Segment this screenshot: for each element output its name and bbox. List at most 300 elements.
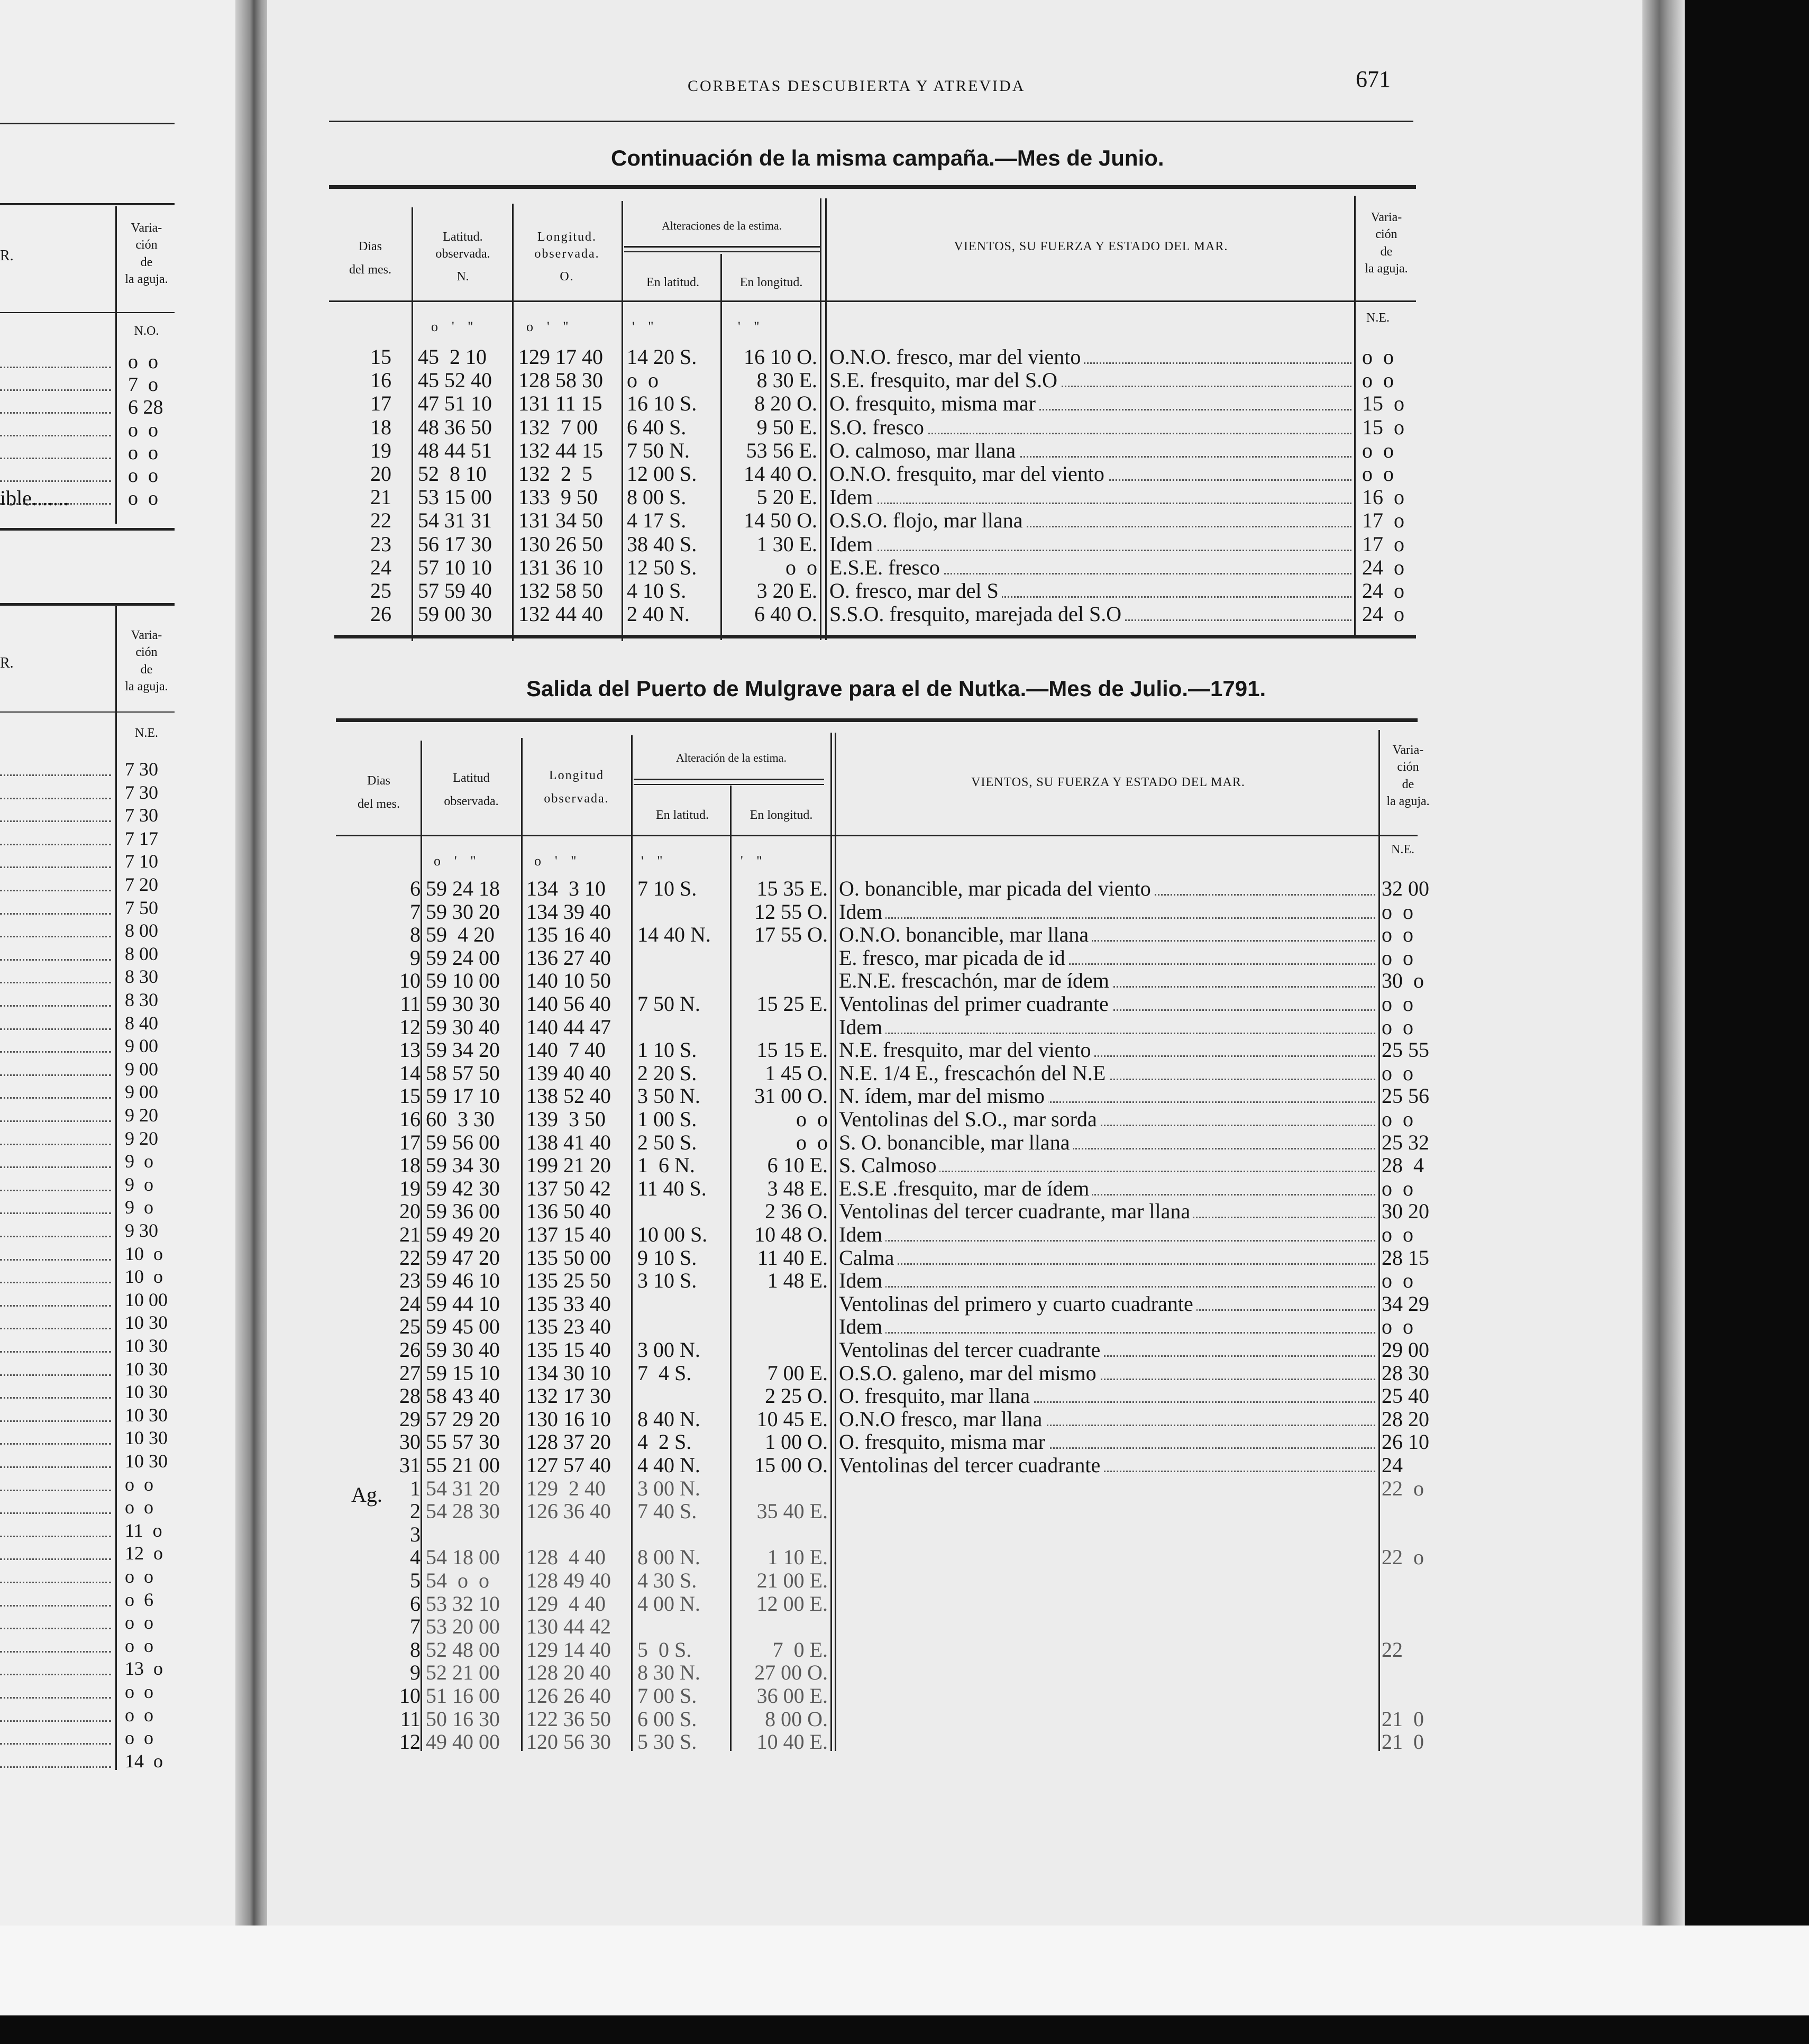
- column-rule: [115, 606, 117, 1770]
- table1-variation: 17 o: [1362, 508, 1404, 533]
- table2-day: 29: [399, 1407, 421, 1431]
- table2-day: 18: [399, 1153, 421, 1178]
- table2-lat: 59 36 00: [426, 1199, 500, 1224]
- table1-wind: O. fresquito, misma mar: [829, 393, 1039, 414]
- dot-leader: [0, 1236, 111, 1237]
- table2-lon: 138 41 40: [526, 1130, 611, 1154]
- table1-variation: 17 o: [1362, 532, 1404, 556]
- table1-alter-lat: 12 50 S.: [627, 555, 697, 579]
- table2-alter-lon: 36 00 E.: [756, 1684, 828, 1708]
- page-number: 671: [1356, 66, 1391, 92]
- rule: [0, 528, 175, 531]
- table1-wind: S.E. fresquito, mar del S.O: [829, 370, 1061, 391]
- table2-variation: 30 20: [1382, 1199, 1429, 1224]
- left-var-value: o o: [128, 442, 158, 464]
- table2-variation: 29 00: [1382, 1338, 1429, 1362]
- table1-wind: O. calmoso, mar llana: [829, 440, 1019, 461]
- table2-lon: 120 56 30: [526, 1730, 611, 1754]
- dot-leader: [0, 1097, 111, 1099]
- table1-day: 23: [370, 532, 391, 556]
- table1-alter-lon: 14 40 O.: [744, 462, 817, 486]
- table2-alter-lon: 12 55 O.: [754, 899, 828, 924]
- table2-day: 9: [410, 945, 421, 970]
- table1-lon-units: o ' '': [526, 319, 569, 334]
- table2-alter-lon: 2 25 O.: [765, 1384, 828, 1408]
- table1-alter-lon: 8 20 O.: [754, 391, 817, 416]
- table2-alter-lon: 15 35 E.: [756, 877, 828, 900]
- table1-variation: 15 o: [1362, 415, 1404, 439]
- table2-day: 6: [410, 877, 421, 900]
- table2-alter-lat: 8 00 N.: [637, 1545, 700, 1570]
- left-var-value: 9 20: [125, 1105, 158, 1126]
- table2-alter-lat: 2 50 S.: [637, 1130, 697, 1154]
- table1-alter-lat: o o: [627, 368, 659, 393]
- column-rule: [820, 198, 821, 640]
- table2-alter-lon: o o: [796, 1107, 828, 1131]
- left-var-value: 7 o: [128, 373, 158, 396]
- table2-wind: Idem: [839, 1224, 885, 1245]
- table2-day: 26: [399, 1338, 421, 1362]
- table2-alter-lon: 1 48 E.: [767, 1269, 828, 1293]
- dot-leader: [0, 1144, 111, 1145]
- dot-leader: [841, 1286, 1375, 1288]
- rule: [0, 203, 175, 205]
- scan-margin: [0, 1926, 1809, 2015]
- table2-lat: 58 43 40: [426, 1384, 500, 1408]
- table1-alter-lat: 16 10 S.: [627, 391, 697, 416]
- left-var-value: 13 o: [125, 1658, 163, 1680]
- table2-wind: N. ídem, mar del mismo: [839, 1085, 1048, 1107]
- table2-lon: 136 50 40: [526, 1199, 611, 1224]
- left-var-value: 8 00: [125, 943, 158, 964]
- table2-variation: 25 55: [1382, 1038, 1429, 1062]
- table2-alter-rule: [634, 784, 824, 785]
- table2-variation: o o: [1382, 1315, 1413, 1339]
- table2-lat: 59 34 30: [426, 1153, 500, 1178]
- table2-lat: 59 30 30: [426, 992, 500, 1016]
- dot-leader: [841, 1240, 1375, 1242]
- table2-variation: 25 40: [1382, 1384, 1429, 1408]
- table1-header-rule: [329, 300, 1416, 302]
- table1-alter-lat: 2 40 N.: [627, 602, 690, 626]
- table2-lat: 59 45 00: [426, 1315, 500, 1339]
- table2-alter-lat: 4 40 N.: [637, 1453, 700, 1477]
- table2-lon: 137 15 40: [526, 1222, 611, 1246]
- table1-alter-rule: [624, 246, 820, 248]
- table1-variation: o o: [1362, 462, 1394, 486]
- left-var-value: o o: [125, 1681, 153, 1702]
- rule: [0, 711, 175, 713]
- table2-variation: 28 30: [1382, 1361, 1429, 1385]
- table2-lon: 139 3 50: [526, 1107, 606, 1131]
- table1-day: 17: [370, 391, 391, 416]
- table2-wind: O. fresquito, misma mar: [839, 1431, 1048, 1453]
- table1-wind: O.N.O. fresquito, mar del viento: [829, 463, 1108, 485]
- table1-lon: 132 2 5: [518, 462, 592, 486]
- table1-title: Continuación de la misma campaña.—Mes de Junio.: [611, 145, 1164, 170]
- table1-lon: 133 9 50: [518, 485, 598, 509]
- left-var-value: 7 20: [125, 874, 158, 895]
- table1-alter-header: Alteraciones de la estima.: [661, 219, 782, 232]
- table2-alter-lat: 7 10 S.: [637, 877, 697, 900]
- table2-wind: Ventolinas del tercer cuadrante: [839, 1455, 1103, 1476]
- table2-lon: 128 20 40: [526, 1660, 611, 1685]
- table2-lon: 136 27 40: [526, 945, 611, 970]
- table2-alter-lat: 8 40 N.: [637, 1407, 700, 1431]
- running-head: CORBETAS DESCUBIERTA Y ATREVIDA: [688, 77, 1026, 95]
- table2-alter-lat: 7 4 S.: [637, 1361, 692, 1385]
- left-var-value: o 6: [125, 1589, 153, 1610]
- left-r-letter: R.: [0, 248, 14, 264]
- table2-wind: Ventolinas del tercer cuadrante: [839, 1339, 1103, 1361]
- left-var-value: 10 30: [125, 1358, 168, 1380]
- dot-leader: [0, 389, 111, 391]
- left-var-value: o o: [128, 351, 158, 373]
- dot-leader: [0, 1328, 111, 1329]
- table1-lat: 45 2 10: [418, 345, 487, 369]
- table2-alter-lat: 3 00 N.: [637, 1476, 700, 1500]
- table1-wind: S.S.O. fresquito, marejada del S.O: [829, 604, 1125, 625]
- table2-day: 19: [399, 1176, 421, 1200]
- column-rule: [115, 206, 117, 524]
- table2-lat: 59 34 20: [426, 1038, 500, 1062]
- table1-lon: 129 17 40: [518, 345, 603, 369]
- table1-day: 26: [370, 602, 391, 626]
- column-rule: [825, 198, 827, 640]
- table2-day: 23: [399, 1269, 421, 1293]
- column-rule: [521, 738, 523, 1751]
- left-var-value: 10 o: [125, 1243, 163, 1264]
- left-r-letter: R.: [0, 655, 14, 671]
- table2-alter-lat: 3 50 N.: [637, 1084, 700, 1108]
- table2-variation: 25 32: [1382, 1130, 1429, 1154]
- table2-alter-header: Alteración de la estima.: [676, 751, 787, 764]
- left-var-header-top: Varia- ción de la aguja.: [125, 221, 168, 287]
- table2-lat: 54 18 00: [426, 1545, 500, 1570]
- table2-day: 12: [399, 1730, 421, 1754]
- dot-leader: [0, 1766, 111, 1768]
- dot-leader: [0, 1282, 111, 1283]
- table1-alter-lat: 7 50 N.: [627, 438, 690, 462]
- table1-alter-lat: 4 17 S.: [627, 508, 687, 533]
- table2-variation: 28 4: [1382, 1153, 1424, 1178]
- left-var-value: 11 o: [125, 1519, 162, 1541]
- left-var-value: 10 30: [125, 1335, 168, 1356]
- table2-alter-lat: 1 6 N.: [637, 1153, 695, 1178]
- table2-day: 15: [399, 1084, 421, 1108]
- table1-lon-header: Longitud. observada. O.: [534, 230, 600, 284]
- table1-day: 18: [370, 415, 391, 439]
- table1-top-rule: [329, 185, 1416, 189]
- dot-leader: [0, 367, 111, 368]
- left-var-value: 9 00: [125, 1058, 158, 1080]
- table2-day: 7: [410, 899, 421, 924]
- dot-leader: [0, 1028, 111, 1030]
- table2-lon: 126 26 40: [526, 1684, 611, 1708]
- left-var-value: 9 00: [125, 1081, 158, 1103]
- left-var-value: 9 o: [125, 1151, 153, 1172]
- table1-lat: 48 44 51: [418, 438, 492, 462]
- table2-day: 11: [400, 992, 421, 1016]
- table2-lon: 140 7 40: [526, 1038, 606, 1062]
- left-var-value: 14 o: [125, 1750, 163, 1772]
- table2-lon: 129 2 40: [526, 1476, 606, 1500]
- dot-leader: [0, 1651, 111, 1653]
- table2-alter-lon: 2 36 O.: [765, 1199, 828, 1224]
- table2-day: 10: [399, 969, 421, 993]
- table2-lat: 49 40 00: [426, 1730, 500, 1754]
- table2-variation: 25 56: [1382, 1084, 1429, 1108]
- table1-alat-units: ' '': [632, 319, 654, 334]
- table1-day: 25: [370, 579, 391, 603]
- left-var-value: o o: [128, 464, 158, 487]
- table2-variation: 22 o: [1382, 1476, 1424, 1500]
- column-rule: [631, 735, 633, 1751]
- dot-leader: [0, 1212, 111, 1214]
- table2-variation: o o: [1382, 923, 1413, 947]
- dot-leader: [0, 1628, 111, 1629]
- table2-header-rule: [336, 835, 1418, 836]
- table2-alter-lat: 14 40 N.: [637, 923, 711, 947]
- dot-leader: [0, 820, 111, 822]
- table2-alter-lon: 10 45 E.: [756, 1407, 828, 1431]
- table2-day: 28: [399, 1384, 421, 1408]
- dot-leader: [0, 982, 111, 983]
- table2-wind: O.N.O fresco, mar llana: [839, 1409, 1045, 1430]
- table2-lon: 126 36 40: [526, 1499, 611, 1523]
- table1-alter-lon: 16 10 O.: [744, 345, 817, 369]
- table2-day: 1: [410, 1476, 421, 1500]
- table2-alter-lat: 9 10 S.: [637, 1245, 697, 1270]
- left-page: [0, 0, 249, 1957]
- table2-lon: 129 14 40: [526, 1637, 611, 1662]
- table2-day: 12: [399, 1015, 421, 1039]
- table2-wind: Ventolinas del S.O., mar sorda: [839, 1109, 1100, 1130]
- table2-lon: 129 4 40: [526, 1591, 606, 1616]
- table2-lat-units: o ' '': [434, 853, 476, 869]
- left-var-value: 9 o: [125, 1197, 153, 1218]
- table2-lat: 59 44 10: [426, 1291, 500, 1316]
- table2-day: 9: [410, 1660, 421, 1685]
- dot-leader: [0, 1374, 111, 1376]
- dot-leader: [0, 1351, 111, 1353]
- table2-lat: 60 3 30: [426, 1107, 495, 1131]
- table2-alter-lat: 5 30 S.: [637, 1730, 697, 1754]
- table2-lon: 140 10 50: [526, 969, 611, 993]
- table2-alter-lat: 3 10 S.: [637, 1269, 697, 1293]
- left-var-value: o o: [128, 487, 158, 509]
- table2-alter-lon: 6 10 E.: [767, 1153, 828, 1178]
- table1-alter-lon: o o: [785, 555, 817, 579]
- dot-leader: [0, 1397, 111, 1399]
- table1-var-header: Varia- ción de la aguja.: [1365, 211, 1408, 276]
- dot-leader: [0, 1005, 111, 1007]
- table2-wind: Ventolinas del tercer cuadrante, mar llana: [839, 1201, 1193, 1222]
- column-rule: [421, 741, 422, 1751]
- dot-leader: [0, 1051, 111, 1053]
- table2-alter-lon: 1 10 E.: [767, 1545, 828, 1570]
- table2-lon: 134 3 10: [526, 877, 606, 900]
- table2-variation: o o: [1382, 945, 1413, 970]
- table2-variation: 34 29: [1382, 1291, 1429, 1316]
- table2-wind: Idem: [839, 1017, 885, 1038]
- table2-lat: 59 42 30: [426, 1176, 500, 1200]
- table2-lat: 59 15 10: [426, 1361, 500, 1385]
- table1-wind: O. fresco, mar del S: [829, 580, 1002, 601]
- table1-day: 16: [370, 368, 391, 393]
- table2-wind: S. O. bonancible, mar llana: [839, 1132, 1073, 1153]
- table1-alter-lat: 8 00 S.: [627, 485, 687, 509]
- table2-day: 8: [410, 1637, 421, 1662]
- table2-alter-lat: 4 2 S.: [637, 1430, 692, 1454]
- table2-lon: 135 16 40: [526, 923, 611, 947]
- table2-alter-lat: 1 10 S.: [637, 1038, 697, 1062]
- left-var-value: 7 10: [125, 851, 158, 872]
- table1-dias-header: Dias del mes.: [349, 240, 391, 277]
- table2-day: 2: [410, 1499, 421, 1523]
- table1-wind: O.N.O. fresco, mar del viento: [829, 346, 1084, 368]
- table2-variation: o o: [1382, 1015, 1413, 1039]
- table2-lon-header: Longitud observada.: [544, 769, 609, 806]
- table2-alter-lon: 7 00 E.: [767, 1361, 828, 1385]
- table2-alat-units: ' '': [641, 853, 663, 869]
- left-var-value: o o: [125, 1612, 153, 1634]
- table1-lat-units: o ' '': [431, 319, 473, 334]
- left-var-header-bottom: Varia- ción de la aguja.: [125, 628, 168, 694]
- table1-alter-lat: 12 00 S.: [627, 462, 697, 486]
- table2-lon: 134 30 10: [526, 1361, 611, 1385]
- dot-leader: [0, 1190, 111, 1191]
- table2-lon: 199 21 20: [526, 1153, 611, 1178]
- dot-leader: [0, 1466, 111, 1468]
- left-var-value: 9 00: [125, 1035, 158, 1057]
- table1-lat: 48 36 50: [418, 415, 492, 439]
- dot-leader: [0, 1582, 111, 1583]
- table2-lat: 59 56 00: [426, 1130, 500, 1154]
- table1-alter-lat: 14 20 S.: [627, 345, 697, 369]
- table1-lon: 131 11 15: [518, 391, 602, 416]
- table2-alter-lat: 7 40 S.: [637, 1499, 697, 1523]
- table2-dias-header: Dias del mes.: [358, 774, 400, 811]
- table2-variation: o o: [1382, 1176, 1413, 1200]
- table2-var-unit: N.E.: [1391, 843, 1414, 856]
- table2-lat: 59 17 10: [426, 1084, 500, 1108]
- left-var-value: 7 17: [125, 827, 158, 849]
- table2-alter-lat: 6 00 S.: [637, 1707, 697, 1731]
- table2-wind: O. bonancible, mar picada del viento: [839, 878, 1154, 899]
- table1-lat: 45 52 40: [418, 368, 492, 393]
- table2-alter-lon: 7 0 E.: [772, 1637, 828, 1662]
- dot-leader: [0, 1743, 111, 1745]
- left-var-value: 8 00: [125, 920, 158, 942]
- table2-alter-lon: 10 40 E.: [756, 1730, 828, 1754]
- left-var-value: o o: [125, 1635, 153, 1656]
- table1-wind: S.O. fresco: [829, 417, 927, 438]
- table2-day: 21: [399, 1222, 421, 1246]
- table1-lon: 132 44 40: [518, 602, 603, 626]
- table2-wind: Ventolinas del primer cuadrante: [839, 993, 1112, 1015]
- table2-alter-lon: 21 00 E.: [756, 1568, 828, 1592]
- table2-lat: 50 16 30: [426, 1707, 500, 1731]
- table1-lat: 52 8 10: [418, 462, 487, 486]
- table1-wind: Idem: [829, 487, 876, 508]
- dot-leader: [0, 1443, 111, 1445]
- table1-alter-lon: 3 20 E.: [756, 579, 817, 603]
- table1-day: 19: [370, 438, 391, 462]
- dot-leader: [830, 503, 1351, 504]
- table1-variation: 24 o: [1362, 555, 1404, 579]
- table2-alter-lat: 10 00 S.: [637, 1222, 708, 1246]
- dot-leader: [0, 435, 111, 436]
- table2-alter-lat: 7 50 N.: [637, 992, 700, 1016]
- table1-variation: o o: [1362, 345, 1394, 369]
- august-label: Ag.: [351, 1483, 382, 1507]
- table2-variation: o o: [1382, 992, 1413, 1016]
- table2-alter-lon: 8 00 O.: [765, 1707, 828, 1731]
- dot-leader: [841, 1263, 1375, 1265]
- table1-lat: 59 00 30: [418, 602, 492, 626]
- table2-lon: 140 44 47: [526, 1015, 611, 1039]
- table2-en-lat-header: En latitud.: [656, 808, 709, 822]
- table1-day: 22: [370, 508, 391, 533]
- dot-leader: [0, 1074, 111, 1076]
- table2-lon: 122 36 50: [526, 1707, 611, 1731]
- table1-alter-lon: 14 50 O.: [744, 508, 817, 533]
- table1-var-unit: N.E.: [1366, 311, 1390, 325]
- table2-variation: o o: [1382, 1107, 1413, 1131]
- table2-alter-lon: 35 40 E.: [756, 1499, 828, 1523]
- table2-alter-lat: 4 30 S.: [637, 1568, 697, 1592]
- table2-lon: 128 37 20: [526, 1430, 611, 1454]
- table2-day: 10: [399, 1684, 421, 1708]
- table2-lon: 128 4 40: [526, 1545, 606, 1570]
- dot-leader: [0, 1512, 111, 1514]
- table2-variation: o o: [1382, 1061, 1413, 1085]
- table2-alter-rule: [634, 779, 824, 780]
- dot-leader: [841, 917, 1375, 919]
- table1-lat: 54 31 31: [418, 508, 492, 533]
- table1-bottom-rule: [334, 635, 1416, 638]
- table2-lat: 54 o o: [426, 1568, 489, 1592]
- dot-leader: [0, 1490, 111, 1491]
- dot-leader: [0, 890, 111, 891]
- table2-alter-lon: 3 48 E.: [767, 1176, 828, 1200]
- table2-lat: 59 47 20: [426, 1245, 500, 1270]
- table1-lon: 132 7 00: [518, 415, 598, 439]
- table1-alter-lon: 6 40 O.: [754, 602, 817, 626]
- table2-lat: 57 29 20: [426, 1407, 500, 1431]
- table2-variation: 32 00: [1382, 877, 1429, 900]
- dot-leader: [0, 1420, 111, 1422]
- dot-leader: [0, 774, 111, 776]
- table2-variation: 22: [1382, 1637, 1403, 1662]
- table2-day: 17: [399, 1130, 421, 1154]
- table2-lon: 135 50 00: [526, 1245, 611, 1270]
- table2-lon: 130 44 42: [526, 1614, 611, 1639]
- table2-variation: 22 o: [1382, 1545, 1424, 1570]
- table2-alter-lon: o o: [796, 1130, 828, 1154]
- table1-alter-lon: 5 20 E.: [756, 485, 817, 509]
- left-var-value: 9 20: [125, 1127, 158, 1149]
- left-var-value: 10 30: [125, 1312, 168, 1334]
- table1-lon: 131 34 50: [518, 508, 603, 533]
- left-var-value: o o: [125, 1496, 153, 1518]
- table2-lon: 135 33 40: [526, 1291, 611, 1316]
- table1-vientos-header: VIENTOS, SU FUERZA Y ESTADO DEL MAR.: [954, 240, 1228, 253]
- left-var-value: 7 30: [125, 781, 158, 803]
- table2-lon: 135 25 50: [526, 1269, 611, 1293]
- left-var-unit-top: N.O.: [134, 324, 159, 338]
